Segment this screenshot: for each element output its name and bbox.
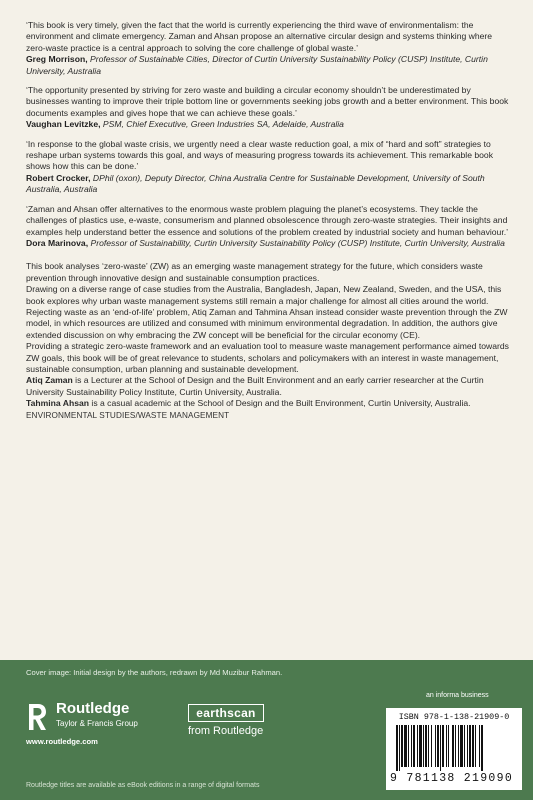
publisher-url: www.routledge.com xyxy=(26,737,98,746)
barcode-bar xyxy=(428,725,429,767)
author-name: Tahmina Ahsan xyxy=(26,398,90,409)
barcode-bar xyxy=(431,725,432,767)
barcode-bar xyxy=(481,725,483,771)
barcode-bar xyxy=(425,725,427,767)
author-bio xyxy=(26,398,514,409)
author-name: Atiq Zaman xyxy=(26,375,73,386)
description-paragraph: This book analyses ‘zero-waste’ (ZW) as an emerging waste management strategy for the future, which considers waste prevention through innovative design and sustainable consumption practices. xyxy=(26,261,483,283)
author-bio-text: is a casual academic at the School of Design and the Built Environment, Curtin University, Australia. xyxy=(89,398,471,409)
informa-tagline: an informa business xyxy=(426,692,489,699)
author-bio xyxy=(26,375,514,398)
barcode-bar xyxy=(437,725,439,767)
barcode-bar xyxy=(401,725,403,767)
barcode-bar xyxy=(452,725,454,767)
quote-text: ‘Zaman and Ahsan offer alternatives to the enormous waste problem plaguing the planet’s ecosystems. They tackle the challenges of plastics use, e-waste, consumerism and planned obsolescence through zero-waste strategies. Their insights and examples help understand better the essence and solutions of the problem created by industrial society and human behaviour.’ xyxy=(26,203,509,237)
quote-text: ‘This book is very timely, given the fact that the world is currently experiencing the third wave of environmentalism: the environment and climate emergency. Zaman and Ahsan propose an alternative circular design and systems thinking where zero-waste practice is a central approach to solving the core challenge of global waste.’ xyxy=(26,20,493,53)
description-paragraph: Drawing on a diverse range of case studies from the Australia, Bangladesh, Japan, New Zealand, Sweden, and the USA, this book explores why urban waste management systems still remain a major challenge for almost all cities around the world. Rejecting waste as an ‘end-of-life’ problem, Atiq Zaman and Tahmina Ahsan instead consider waste prevention through the ZW model, in which resources are utilized and consumed with minimum environmental degradation. In addition, the authors give extended discussion on why embracing the ZW concept will be beneficial for the circular economy (CE). xyxy=(26,284,508,340)
barcode-bar xyxy=(440,725,441,771)
barcode-bar xyxy=(458,725,459,767)
barcode-bars xyxy=(396,725,514,771)
quote-role: Professor of Sustainability, Curtin University Sustainability Policy (CUSP) Institute, Curtin University, Australia xyxy=(90,237,505,248)
quote-author: Vaughan Levitzke, xyxy=(26,119,101,130)
barcode-bar xyxy=(404,725,407,767)
isbn-number: ISBN 978-1-138-21909-0 xyxy=(398,712,510,722)
description-paragraph: Providing a strategic zero-waste framework and an evaluation tool to measure waste management performance aimed towards ZW goals, this book will be of great relevance to students, scholars and policymakers with an interest in waste management, sustainable consumption, urban planning and sustainable development. xyxy=(26,341,509,374)
barcode-bar xyxy=(475,725,476,767)
barcode-bar xyxy=(446,725,447,767)
endorsement-quote xyxy=(26,20,514,77)
barcode-bar xyxy=(455,725,456,767)
barcode-bar xyxy=(417,725,418,767)
imprint-from: from Routledge xyxy=(188,725,264,737)
quote-attribution xyxy=(26,238,514,249)
endorsement-quote xyxy=(26,139,514,196)
publisher-group: Taylor & Francis Group xyxy=(56,719,138,728)
barcode-bar xyxy=(472,725,474,767)
barcode-bar xyxy=(419,725,422,767)
publisher-name: Routledge xyxy=(56,700,130,717)
barcode-bar xyxy=(396,725,398,771)
barcode-bar xyxy=(448,725,449,767)
barcode-bar xyxy=(460,725,463,767)
quote-author: Robert Crocker, xyxy=(26,172,91,183)
quote-attribution xyxy=(26,173,514,196)
quote-author: Greg Morrison, xyxy=(26,54,88,65)
author-bio-text: is a Lecturer at the School of Design and the Built Environment and an early carrier researcher at the Curtin University Sustainability Policy Institute, Curtin University, Australia. xyxy=(26,375,484,397)
quote-author: Dora Marinova, xyxy=(26,237,89,248)
back-cover-content xyxy=(26,20,514,421)
isbn-barcode xyxy=(386,708,522,790)
barcode-bar xyxy=(399,725,400,771)
barcode-bar xyxy=(435,725,436,767)
subject-category: ENVIRONMENTAL STUDIES/WASTE MANAGEMENT xyxy=(26,410,230,420)
imprint-name: earthscan xyxy=(188,704,264,722)
ebook-note: Routledge titles are available as eBook editions in a range of digital formats xyxy=(26,782,260,789)
barcode-digits: 9 781138 219090 xyxy=(390,772,514,785)
quote-role: DPhil (oxon), Deputy Director, China Australia Centre for Sustainable Development, University of South Australia, Australia xyxy=(26,172,485,195)
barcode-bar xyxy=(423,725,424,767)
quote-role: Professor of Sustainable Cities, Director of Curtin University Sustainability Policy (CUSP) Institute, Curtin University, Australia xyxy=(26,54,488,76)
routledge-r-icon xyxy=(26,702,48,732)
barcode-bar xyxy=(408,725,409,767)
endorsement-quote xyxy=(26,85,514,131)
barcode-bar xyxy=(479,725,480,767)
barcode-bar xyxy=(469,725,471,767)
quote-attribution xyxy=(26,119,514,130)
barcode-bar xyxy=(411,725,412,767)
barcode-bar xyxy=(467,725,468,767)
quote-attribution xyxy=(26,54,514,77)
earthscan-logo xyxy=(188,704,292,742)
barcode-bar xyxy=(413,725,415,767)
quote-role: PSM, Chief Executive, Green Industries SA, Adelaide, Australia xyxy=(102,119,344,130)
barcode-bar xyxy=(442,725,444,767)
routledge-logo xyxy=(26,700,186,746)
publisher-footer xyxy=(0,660,533,800)
cover-credit: Cover image: Initial design by the authors, redrawn by Md Muzibur Rahman. xyxy=(26,668,283,677)
quote-text: ‘In response to the global waste crisis, we urgently need a clear waste reduction goal, a mix of “hard and soft” strategies to reshape urban systems towards this goal, and ways of measuring progress towards its achievement. This remarkable book shows how this can be done.’ xyxy=(26,138,493,172)
barcode-bar xyxy=(464,725,465,767)
endorsement-quote xyxy=(26,204,514,250)
quote-text: ‘The opportunity presented by striving for zero waste and building a circular economy shouldn’t be underestimated by businesses wanting to improve their triple bottom line or governments seeking jobs growth and a better environment. This book documents examples and gives hope that we can achieve these goals.’ xyxy=(26,85,509,118)
